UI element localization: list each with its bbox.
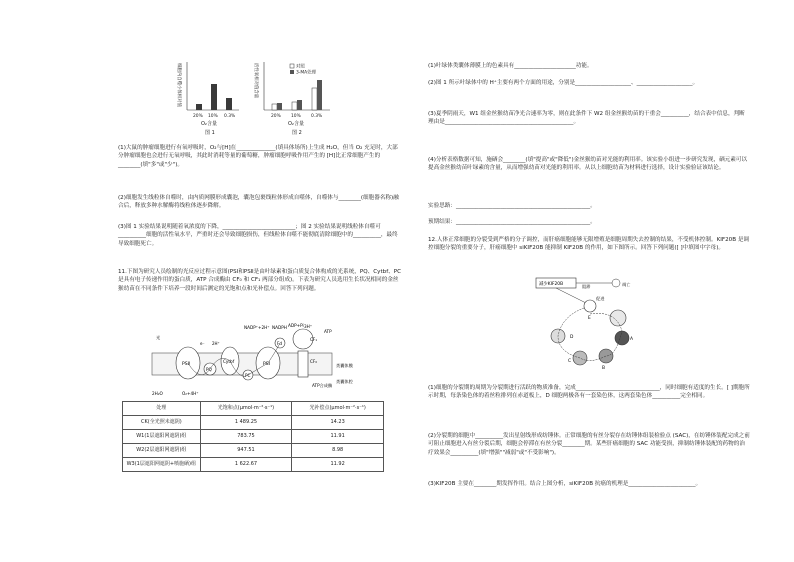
table-cell: 1 489.25 bbox=[200, 416, 292, 430]
cell-a-top bbox=[610, 310, 626, 326]
label-nadp: NADP⁺+2H⁺ bbox=[244, 325, 270, 330]
label-reduce-kif20b: 减少KIF20B bbox=[539, 282, 564, 287]
label-oxygen: O₂+4H⁺ bbox=[182, 391, 199, 396]
right-column bbox=[428, 0, 750, 562]
cell-e bbox=[584, 300, 596, 312]
table-cell: 1 622.67 bbox=[200, 458, 292, 472]
fig1-tick-20: 20% bbox=[193, 114, 203, 119]
label-e: E bbox=[588, 316, 591, 321]
table-header-row bbox=[123, 402, 384, 416]
fig2-bar-03-3ma bbox=[317, 80, 322, 110]
promote-arrow bbox=[556, 288, 588, 304]
answer-12-3: (3)KIF20B 主要在________期发挥作用。结合上图分析，siKIF20B 抗癌的机理是________________________。 bbox=[428, 481, 702, 487]
label-adp: ADP+Pi bbox=[288, 323, 304, 328]
table-cell: 947.51 bbox=[200, 444, 292, 458]
label-cf0: CF₀ bbox=[310, 359, 318, 364]
table-row bbox=[123, 458, 384, 472]
fig1-tick-10: 10% bbox=[208, 114, 218, 119]
question-2: (2)细胞发生线粒体自噬时，由内质网膜形成囊泡，囊泡包裹线粒体形成自噬体，自噬体与________(细胞器名称)融合后，释放多种水解酶将线粒体逐步降解。 bbox=[118, 195, 399, 210]
table-header: 光补偿点(μmol·m⁻²·s⁻¹) bbox=[292, 402, 384, 416]
table-cell: W3(1层遮阳网遮阴+喷施硒)组 bbox=[123, 458, 201, 472]
table-cell: W1(1层遮阳网遮阴)组 bbox=[123, 430, 201, 444]
fig2-tick-20: 20% bbox=[271, 114, 281, 119]
label-lumen: 类囊体腔 bbox=[336, 379, 353, 384]
label-b: B bbox=[602, 366, 606, 371]
fig1-bar-10 bbox=[211, 84, 217, 110]
answer-12-2: (2)分裂期的细胞中__________发出星射线形成纺锤体。正常细胞的有丝分裂存在纺锤体组装检验点 (SAC)，在纺锤体装配完成之前可阻止细胞进入有丝分裂后期，细胞会停滞在有丝分裂________期。某些肝癌细胞的 SAC 功能受损，抑制纺锤体装配的药物的治疗效果会__________(填"增强""减弱"或"不受影响")。 bbox=[428, 433, 750, 456]
question-1: (1)大鼠的肿瘤细胞进行有氧呼吸时，O₂与[H]在______________(填具体场所)上生成 H₂O，但当 O₂ 充足时，大部分肿瘤细胞也会进行无氧呼吸，其此时消耗等量的葡萄糖，肿瘤细胞呼吸作用产生的 [H]比正常细胞产生的________(填"多"或"少")。 bbox=[118, 145, 398, 168]
label-c: C bbox=[568, 359, 572, 364]
label-electron: e⁻ bbox=[200, 341, 205, 346]
table-row bbox=[123, 430, 384, 444]
label-cf1: CF₁ bbox=[310, 337, 318, 342]
cell-b bbox=[599, 349, 613, 363]
label-apoptosis: 凋亡 bbox=[622, 282, 631, 287]
answer-12-1: (1)细胞的分裂期的周期为分裂期进行活跃的物质准备，完成______________________________，同时细胞有适度的生长。[ ]期胞所示时期，每条染色体的着丝粒排列在赤道板上，D 细胞两极各有一套染色体，这两套染色体__________完全相同。 bbox=[428, 385, 750, 400]
fig2-legend-swatch-control bbox=[290, 64, 294, 68]
label-atp: ATP bbox=[324, 329, 332, 334]
fig2-tick-10: 10% bbox=[291, 114, 301, 119]
cell-a bbox=[615, 331, 629, 345]
label-atp-synthase: ATP合成酶 bbox=[312, 383, 333, 388]
fig2-legend-control: 对照 bbox=[296, 64, 305, 70]
label-a: A bbox=[630, 337, 634, 342]
fig2-ylabel: 活性氧相对值含量 bbox=[253, 63, 258, 99]
table-cell: 8.98 bbox=[292, 444, 384, 458]
fig2-bar-20-control bbox=[272, 104, 277, 110]
label-pc: PC bbox=[245, 373, 251, 378]
answer-4: (4)分析表格数据可知，施硒会________(填"提高"或"降低")金丝猴幼苗对光能的利用率。该实验小组进一步研究发现，硒元素可以提高金丝猴幼苗叶绿素的含量，从而增强幼苗对光能的利用率。从以上细胞幼苗为材料进行选择，设计实验验证该结论。 bbox=[428, 157, 748, 172]
fig2-caption: 图 2 bbox=[292, 130, 302, 136]
light-saturation-table bbox=[122, 401, 384, 472]
label-pq: PQ bbox=[206, 367, 212, 372]
table-cell: 14.23 bbox=[292, 416, 384, 430]
fig1-xlabel: O₂含量 bbox=[201, 121, 217, 127]
fig2-bar-10-3ma bbox=[297, 100, 302, 110]
answer-3: (3)夏季阴雨天，W1 组金丝猴幼苗净光合速率为零，则在此条件下 W2 组金丝猴幼苗的干重会__________，结合表中信息，判断理由是______________________________________________。 bbox=[428, 111, 745, 126]
figure-2-bar-chart bbox=[250, 58, 338, 122]
question-3: (3)图 1 实验结果说明随着氧浓度的下降，__________________________；图 2 实验结果说明线粒体自噬可__________细胞的活性氧水平，严重时还会导致细胞损伤，但线粒体自噬不能彻底清除细胞中的__________，最终导致细胞死亡。 bbox=[118, 224, 398, 247]
fig2-legend-3ma: 3-MA处理 bbox=[296, 70, 316, 76]
question-12-intro: 12.人体正常细胞的分裂受到严格的分子调控，而肝癌细胞能够无限增殖是细胞周期失去控制的结果，不受机体控制。KIF20B 是调控细胞分裂的重要分子，肝癌细胞中 siKIF20B 能抑制 KIF20B 的作用，如下图所示。回答下列问题([ ]中填图中字母)。 bbox=[428, 237, 750, 252]
fig2-xlabel: O₂含量 bbox=[288, 121, 304, 127]
table-cell: 11.92 bbox=[292, 458, 384, 472]
label-light: 光 bbox=[156, 335, 161, 340]
fig1-tick-03: 0.3% bbox=[224, 114, 236, 119]
label-fd: Fd bbox=[277, 341, 283, 346]
fig2-bar-03-control bbox=[312, 88, 317, 110]
label-cytbf: Cytbf bbox=[223, 359, 235, 364]
figure-1-bar-chart bbox=[173, 58, 245, 122]
apoptotic-cell-icon bbox=[612, 279, 620, 287]
fig1-caption: 图 1 bbox=[205, 130, 215, 136]
table-cell: W2(2层遮阳网遮阴)组 bbox=[123, 444, 201, 458]
fig1-ylabel: 细胞内自噬小体相对值 bbox=[176, 63, 181, 107]
table-cell: 783.75 bbox=[200, 430, 292, 444]
label-membrane: 类囊体膜 bbox=[336, 363, 353, 368]
table-row bbox=[123, 444, 384, 458]
label-2h: 2H⁺ bbox=[212, 341, 220, 346]
label-3h: 3H⁺ bbox=[304, 324, 313, 329]
left-column bbox=[118, 0, 402, 562]
answer-1: (1)叶绿体类囊体薄膜上的色素具有______________________功能。 bbox=[428, 63, 593, 69]
table-header: 处理 bbox=[123, 402, 201, 416]
table-cell: CK(全光照未遮阴) bbox=[123, 416, 201, 430]
label-d: D bbox=[570, 335, 574, 340]
label-water: 2H₂O bbox=[152, 391, 163, 396]
light-reaction-diagram bbox=[148, 323, 378, 403]
table-header: 光饱和点(μmol·m⁻²·s⁻¹) bbox=[200, 402, 292, 416]
question-11-intro: 11.下图为研究人员绘制的光反应过程示意图(PSⅠ和PSⅡ是由叶绿素和蛋白质复合体构成的光系统，PQ、Cytbf、PC 是具有电子传递作用的蛋白质，ATP 合成酶由 CF₀ 和 CF₁ 两部分组成)。下表为研究人员选用生长状况相同的金丝猴幼苗在不同条件下培养一段时间后测定的光饱和点和光补偿点。回答下列问题。 bbox=[118, 269, 402, 292]
fig2-tick-03: 0.3% bbox=[311, 114, 323, 119]
fig2-legend-swatch-3ma bbox=[290, 70, 294, 74]
fig1-bar-20 bbox=[196, 104, 202, 110]
label-psii: PSⅡ bbox=[182, 362, 190, 367]
fig1-bar-03 bbox=[226, 98, 232, 110]
fig2-bar-20-3ma bbox=[277, 103, 282, 110]
answer-2: (2)图 1 所示叶绿体中的 H⁺主要有两个方面的用途，分别是____________________、____________________。 bbox=[428, 80, 699, 86]
label-arrest: 阻滞 bbox=[582, 284, 591, 289]
label-promote: 促进 bbox=[596, 296, 605, 301]
fig2-bar-10-control bbox=[292, 102, 297, 110]
table-cell: 11.91 bbox=[292, 430, 384, 444]
label-psi: PSⅠ bbox=[263, 362, 271, 367]
answer-4-result: 预期结果：________________________________________________。 bbox=[428, 219, 596, 225]
table-row bbox=[123, 416, 384, 430]
label-nadph: NADPH bbox=[272, 325, 287, 330]
cf0-subunit bbox=[298, 351, 308, 377]
cell-c bbox=[573, 351, 587, 365]
answer-4-method: 实验思路：________________________________________________。 bbox=[428, 203, 596, 209]
cell-cycle-diagram bbox=[530, 276, 650, 372]
